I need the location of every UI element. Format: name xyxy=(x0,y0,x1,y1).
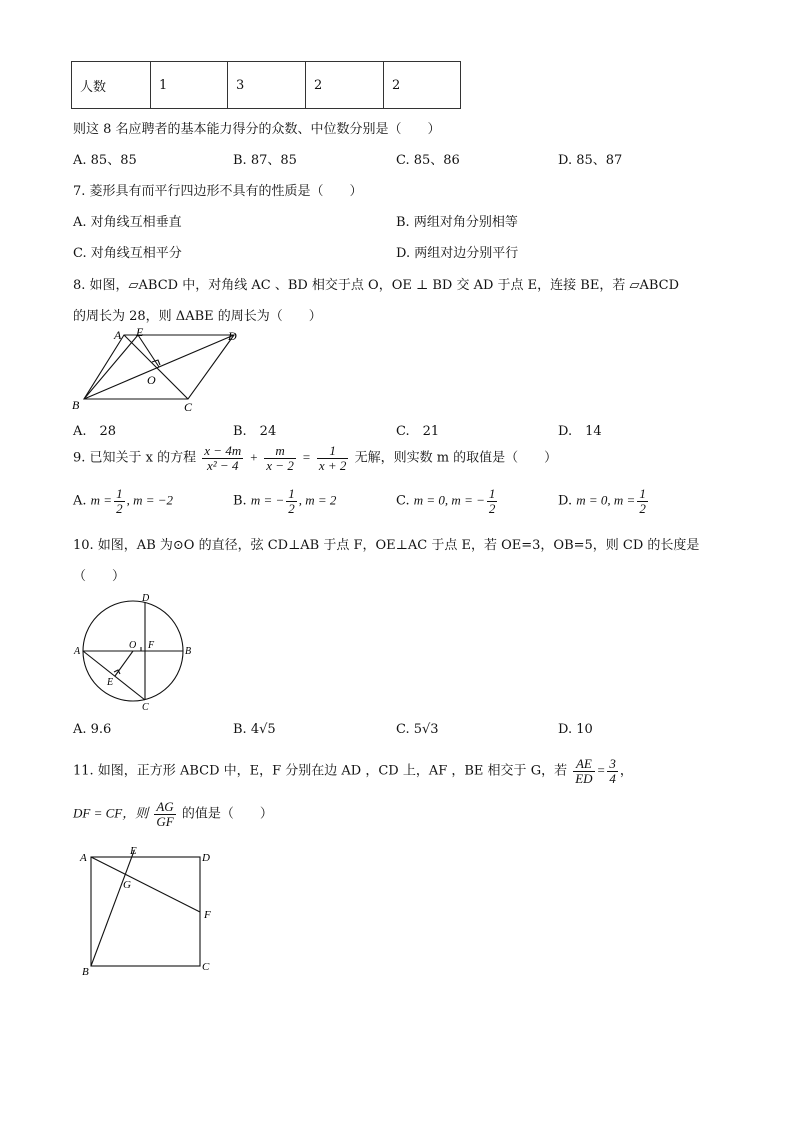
q6-option-d: D. 85、87 xyxy=(558,153,623,168)
label-c: C xyxy=(142,702,149,713)
q11-ratio-value: $\frac{3}{4}$ xyxy=(609,756,616,786)
q8-option-d: D. 14 xyxy=(558,424,602,439)
q11-stem-line2: DF = CF，则 $\frac{AG}{GF}$ 的值是（ ） xyxy=(73,799,273,829)
label-a: A xyxy=(114,328,122,342)
q8-stem-line1: 8. 如图，▱ABCD 中，对角线 AC 、BD 相交于点 O，OE ⊥ BD 交 AD 于点 E，连接 BE，若 ▱ABCD xyxy=(73,278,680,293)
q10-option-c: C. 5√3 xyxy=(396,722,439,737)
q7-option-b: B. 两组对角分别相等 xyxy=(396,215,518,230)
q11-ratio-ae-ed: $\frac{AE}{ED}$ xyxy=(575,756,593,786)
q7-option-d: D. 两组对边分别平行 xyxy=(396,246,519,261)
q8-option-c: C. 21 xyxy=(396,424,440,439)
count-table xyxy=(71,61,461,109)
label-c: C xyxy=(184,400,193,414)
square-figure xyxy=(72,843,222,978)
q9-option-b: B. m = − $\frac{1}{2}$ , m = 2 xyxy=(233,486,337,516)
q6-option-b: B. 87、85 xyxy=(233,153,297,168)
q8-option-b: B. 24 xyxy=(233,424,277,439)
q9-fraction-1: $\frac{x - 4m}{\text{x² − 4}}$ xyxy=(204,443,242,473)
label-b: B xyxy=(185,646,192,657)
q11-stem-line1: 11. 如图，正方形 ABCD 中，E，F 分别在边 AD ，CD 上，AF ，BE 相交于 G，若 $\frac{AE}{ED}$ = $\frac{3}{4}$ ， xyxy=(73,756,633,786)
q10-option-a: A. 9.6 xyxy=(73,722,112,737)
q7-option-c: C. 对角线互相平分 xyxy=(73,246,182,261)
circle-figure xyxy=(70,590,200,715)
q6-stem: 则这 8 名应聘者的基本能力得分的众数、中位数分别是（ ） xyxy=(73,122,441,137)
q10-stem-line2: （ ） xyxy=(73,569,126,584)
label-f: F xyxy=(148,640,155,651)
q7-stem: 7. 菱形具有而平行四边形不具有的性质是（ ） xyxy=(73,184,363,199)
table-row xyxy=(72,62,461,109)
q9-fraction-3: $\frac{1}{x + 2}$ xyxy=(318,443,347,473)
q8-option-a: A. 28 xyxy=(73,424,117,439)
table-cell: 2 xyxy=(306,62,384,109)
q11-ratio-ag-gf: $\frac{AG}{GF}$ xyxy=(156,799,174,829)
q9-option-c: C. m = 0, m = − $\frac{1}{2}$ xyxy=(396,486,496,516)
parallelogram-figure xyxy=(66,325,256,417)
label-c: C xyxy=(202,961,210,973)
q10-option-d: D. 10 xyxy=(558,722,593,737)
label-d: D xyxy=(202,852,210,864)
q9-fraction-2: $\frac{m}{x - 2}$ xyxy=(266,443,294,473)
table-cell: 3 xyxy=(228,62,306,109)
table-header-cell: 人数 xyxy=(72,62,151,109)
label-b: B xyxy=(72,398,80,412)
table-cell: 1 xyxy=(151,62,228,109)
q8-stem-line2: 的周长为 28，则 ΔABE 的周长为（ ） xyxy=(73,309,322,324)
q9-option-a: A. m = $\frac{1}{2}$ , m = −2 xyxy=(73,486,174,516)
label-b: B xyxy=(82,966,89,978)
q9-option-d: D. m = 0, m = $\frac{1}{2}$ xyxy=(558,486,646,516)
label-o: O xyxy=(147,373,156,387)
label-a: A xyxy=(80,852,87,864)
q7-option-a: A. 对角线互相垂直 xyxy=(73,215,182,230)
label-d: D xyxy=(228,329,237,343)
label-a: A xyxy=(74,646,81,657)
label-d: D xyxy=(142,593,150,604)
label-f: F xyxy=(204,909,211,921)
label-g: G xyxy=(123,879,131,891)
label-o: O xyxy=(129,640,137,651)
q10-option-b: B. 4√5 xyxy=(233,722,276,737)
table-cell: 2 xyxy=(384,62,461,109)
q9-stem: 9. 已知关于 x 的方程 $\frac{x - 4m}{\text{x² − 4}}$ + $\frac{m}{x - 2}$ = $\frac{1}{x + 2}$ 无解，则实数 m 的取值是（ ） xyxy=(73,443,558,473)
q6-option-c: C. 85、86 xyxy=(396,153,460,168)
label-e: E xyxy=(107,677,114,688)
q10-stem-line1: 10. 如图，AB 为⊙O 的直径，弦 CD⊥AB 于点 F，OE⊥AC 于点 E，若 OE=3，OB=5，则 CD 的长度是 xyxy=(73,538,700,553)
q9-prefix: 9. 已知关于 x 的方程 xyxy=(73,450,197,466)
q9-suffix: 无解，则实数 m 的取值是（ ） xyxy=(354,450,558,466)
label-e: E xyxy=(136,325,144,339)
q6-option-a: A. 85、85 xyxy=(73,153,137,168)
label-e: E xyxy=(130,845,137,857)
